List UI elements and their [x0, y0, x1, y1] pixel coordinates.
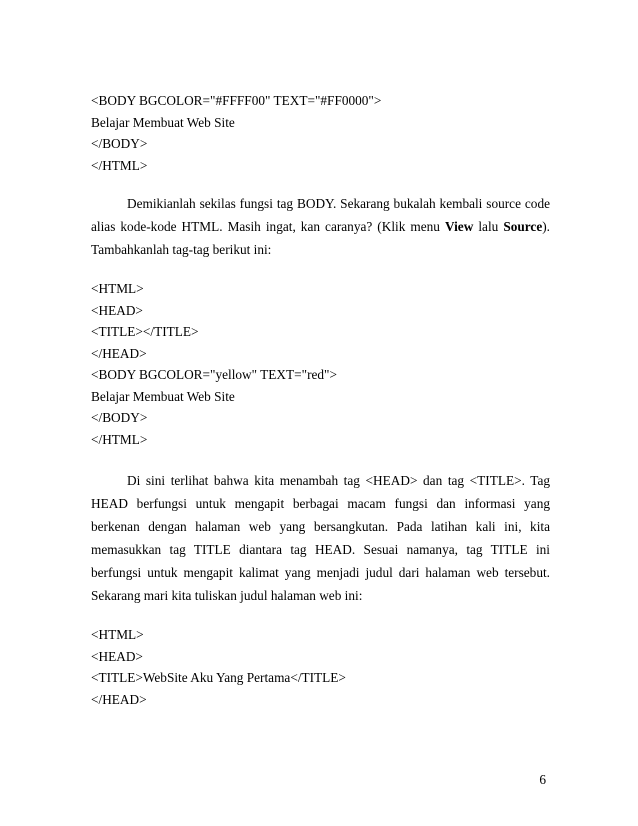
- page-content: [91, 90, 550, 710]
- code-line: <TITLE></TITLE>: [91, 324, 199, 339]
- paragraph-view-source: [91, 192, 550, 261]
- menu-name-source: Source: [503, 219, 543, 234]
- code-line: <HTML>: [91, 627, 144, 642]
- paragraph-text: lalu: [473, 219, 504, 234]
- code-line: </HEAD>: [91, 691, 147, 707]
- page-number: 6: [539, 772, 546, 787]
- code-line: <HTML>: [91, 281, 144, 296]
- code-line: Belajar Membuat Web Site: [91, 388, 235, 404]
- paragraph-text: ). Tambahkanlah tag-tag berikut ini:: [91, 219, 550, 257]
- code-line: <BODY BGCOLOR="yellow" TEXT="red">: [91, 367, 337, 382]
- code-line: </HEAD>: [91, 345, 147, 361]
- code-line: Belajar Membuat Web Site: [91, 114, 235, 130]
- code-line: </BODY>: [91, 136, 148, 151]
- code-line: <HEAD>: [91, 648, 143, 664]
- code-line: <BODY BGCOLOR="#FFFF00" TEXT="#FF0000">: [91, 93, 382, 108]
- code-line: </BODY>: [91, 410, 148, 425]
- code-block-head-title: [91, 278, 550, 450]
- code-line: </HTML>: [91, 431, 148, 447]
- paragraph-head-title-explanation: Di sini terlihat bahwa kita menambah tag <HEAD> dan tag <TITLE>. Tag HEAD berfungsi untuk mengapit berbagai macam fungsi dan informasi yang berkenan dengan halaman web yang bersangkutan. Pada latihan kali ini, kita memasukkan tag TITLE diantara tag HEAD. Sesuai namanya, tag TITLE ini berfungsi untuk mengapit kalimat yang menjadi judul dari halaman web tersebut. Sekarang mari kita tuliskan judul halaman web ini:: [91, 473, 550, 603]
- paragraph-text: Demikianlah sekilas fungsi tag BODY. Sekarang bukalah kembali source code alias kode-kode HTML. Masih ingat, kan caranya? (Klik menu: [91, 196, 550, 234]
- code-line: <HEAD>: [91, 302, 143, 318]
- code-block-body-hex: [91, 90, 550, 176]
- code-line: <TITLE>WebSite Aku Yang Pertama</TITLE>: [91, 670, 346, 685]
- code-line: </HTML>: [91, 157, 148, 173]
- menu-name-view: View: [445, 219, 474, 234]
- code-block-website-title: [91, 624, 550, 710]
